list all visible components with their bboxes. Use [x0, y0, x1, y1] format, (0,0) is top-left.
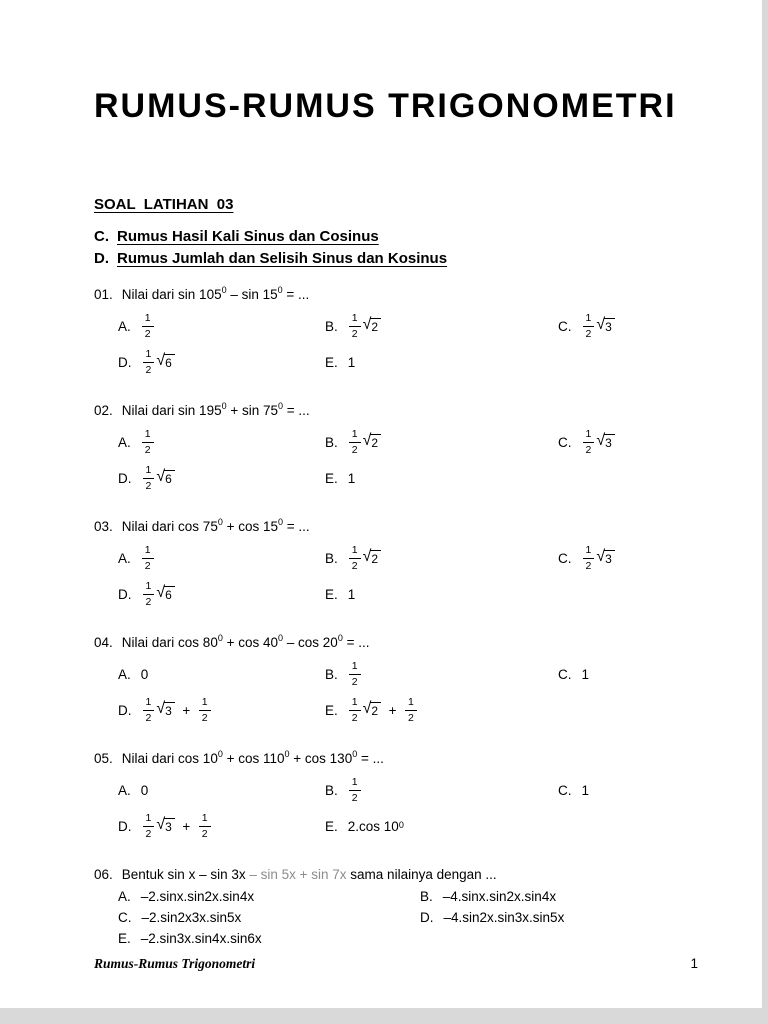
text-segment: – sin 5x + sin 7x [249, 867, 347, 882]
option-b [325, 661, 558, 687]
text-segment: 1 [347, 354, 356, 370]
fraction-denominator: 2 [144, 327, 151, 340]
square-root [156, 469, 174, 486]
option-a [118, 667, 325, 682]
option-c [558, 667, 698, 682]
option-b [325, 429, 558, 455]
fraction-numerator: 1 [143, 581, 155, 595]
option-label: D. [118, 702, 132, 718]
radical-sign: √ [156, 468, 166, 486]
text-segment: –2.sin2x3x.sin5x [141, 910, 242, 925]
fraction [142, 429, 154, 455]
fraction [199, 697, 211, 723]
text-segment: = ... [282, 287, 310, 302]
option-row [118, 808, 698, 844]
text-segment: + cos 40 [222, 635, 279, 650]
question-number: 05. [94, 751, 113, 766]
option-value: 2.cos 10 $^0$ [347, 818, 404, 834]
option-row [118, 308, 698, 344]
page-number: 1 [690, 956, 698, 971]
fraction-numerator: 1 [349, 429, 361, 443]
fraction-numerator: 1 [199, 813, 211, 827]
superscript: 0 [217, 748, 223, 759]
square-root [363, 317, 381, 334]
fraction-denominator: 2 [351, 559, 358, 572]
option-b [325, 545, 558, 571]
fraction-numerator: 1 [405, 697, 417, 711]
fraction [349, 313, 361, 339]
fraction [143, 349, 155, 375]
question-05 [94, 750, 698, 844]
text-segment: = ... [283, 403, 310, 418]
fraction [583, 545, 595, 571]
radicand: 3 [604, 318, 615, 334]
square-root [363, 549, 381, 566]
fraction-denominator: 2 [201, 711, 208, 724]
question-stem [94, 402, 698, 420]
option-label: E. [118, 931, 131, 946]
option-label: B. [325, 666, 338, 682]
option-label: B. [420, 889, 433, 904]
question-number: 02. [94, 403, 113, 418]
option-label: E. [325, 702, 338, 718]
option-value [142, 465, 175, 491]
fraction [349, 661, 361, 687]
fraction-numerator: 1 [583, 313, 595, 327]
question-stem [94, 750, 698, 768]
radicand: 3 [604, 434, 615, 450]
question-06 [94, 866, 698, 949]
fraction-denominator: 2 [351, 327, 358, 340]
fraction-numerator: 1 [143, 465, 155, 479]
text-segment: Nilai dari sin 195 [121, 403, 222, 418]
fraction-numerator: 1 [349, 545, 361, 559]
fraction [583, 313, 595, 339]
radicand: 2 [370, 434, 381, 450]
option-d [118, 813, 325, 839]
superscript: 0 [217, 632, 223, 643]
option-row [118, 540, 698, 576]
fraction-denominator: 2 [351, 443, 358, 456]
text-segment: + cos 130 [289, 751, 353, 766]
option-label: E. [325, 818, 338, 834]
option-label: B. [325, 434, 338, 450]
option-row [118, 344, 698, 380]
option-label: D. [118, 354, 132, 370]
question-stem [94, 286, 698, 304]
option-value [141, 889, 254, 904]
fraction-numerator: 1 [583, 429, 595, 443]
radicand: 3 [164, 818, 175, 834]
option-value [582, 783, 590, 798]
option-value [348, 697, 418, 723]
subheading-c [94, 226, 698, 248]
superscript: 0 [278, 632, 284, 643]
text-segment: –4.sinx.sin2x.sin4x [442, 889, 557, 904]
option-label: C. [558, 666, 572, 682]
text-segment: –4.sin2x.sin3x.sin5x [443, 910, 565, 925]
option-e [325, 471, 558, 486]
radicand: 3 [604, 550, 615, 566]
fraction-numerator: 1 [142, 545, 154, 559]
option-row [118, 460, 698, 496]
text-segment: Nilai dari cos 75 [121, 519, 218, 534]
option-row [118, 928, 698, 949]
option-value [348, 777, 362, 803]
text-segment: + cos 110 [222, 751, 285, 766]
question-stem [94, 866, 698, 884]
option-value [142, 910, 242, 925]
option-c [118, 910, 420, 925]
text-segment: sama nilainya dengan ... [346, 867, 497, 882]
option-row [118, 907, 698, 928]
fraction [349, 429, 361, 455]
fraction-denominator: 2 [144, 559, 151, 572]
option-label: C. [558, 550, 572, 566]
subheading-d-label: D. [94, 250, 109, 267]
option-label: A. [118, 889, 131, 904]
fraction [199, 813, 211, 839]
fraction-numerator: 1 [142, 313, 154, 327]
superscript: 0 [221, 284, 227, 295]
text-segment: 0 [140, 666, 149, 682]
option-value [444, 910, 565, 925]
option-value [141, 313, 155, 339]
option-a [118, 545, 325, 571]
option-row [118, 692, 698, 728]
option-a [118, 429, 325, 455]
square-root [596, 549, 614, 566]
question-number: 06. [94, 867, 113, 882]
option-label: A. [118, 666, 131, 682]
option-value [141, 545, 155, 571]
square-root [156, 585, 174, 602]
option-value [141, 931, 262, 946]
question-number: 01. [94, 287, 113, 302]
radicand: 6 [164, 354, 175, 370]
square-root [156, 817, 174, 834]
question-03 [94, 518, 698, 612]
fraction [143, 465, 155, 491]
text-segment: + [174, 818, 198, 834]
fraction-denominator: 2 [144, 443, 151, 456]
option-row [118, 576, 698, 612]
text-segment: Nilai dari sin 105 [121, 287, 222, 302]
fraction [143, 581, 155, 607]
fraction [142, 313, 154, 339]
option-label: B. [325, 782, 338, 798]
square-root [596, 317, 614, 334]
option-d [118, 349, 325, 375]
text-segment: – sin 15 [226, 287, 278, 302]
radicand: 2 [370, 318, 381, 334]
option-value [348, 429, 381, 455]
fraction [583, 429, 595, 455]
subheading-d [94, 248, 698, 270]
option-b [325, 313, 558, 339]
option-value [142, 349, 175, 375]
square-root [596, 433, 614, 450]
option-e [325, 355, 558, 370]
radicand: 2 [370, 550, 381, 566]
square-root [363, 701, 381, 718]
option-value [348, 661, 362, 687]
question-04 [94, 634, 698, 728]
radical-sign: √ [362, 432, 372, 450]
fraction-numerator: 1 [143, 349, 155, 363]
text-segment: 1 [581, 782, 590, 798]
option-value [582, 667, 590, 682]
text-segment: 1 [347, 470, 356, 486]
fraction [349, 697, 361, 723]
fraction-denominator: 2 [201, 827, 208, 840]
text-segment: + [381, 702, 404, 718]
fraction [143, 813, 155, 839]
option-label: B. [325, 318, 338, 334]
square-root [363, 433, 381, 450]
option-b [420, 889, 698, 904]
page-footer [94, 956, 698, 972]
fraction [349, 545, 361, 571]
radical-sign: √ [156, 816, 166, 834]
option-value [348, 471, 356, 486]
question-stem [94, 518, 698, 536]
option-label: A. [118, 434, 131, 450]
section-heading: SOAL LATIHAN 03 [94, 196, 234, 213]
radical-sign: √ [596, 548, 606, 566]
footer-document-title: Rumus-Rumus Trigonometri [94, 956, 256, 971]
superscript: 0 [278, 400, 284, 411]
superscript: 0 [217, 516, 223, 527]
option-value [141, 667, 149, 682]
text-segment: Nilai dari cos 10 [121, 751, 218, 766]
radical-sign: √ [596, 432, 606, 450]
fraction [349, 777, 361, 803]
radical-sign: √ [596, 316, 606, 334]
option-label: E. [325, 354, 338, 370]
text-segment: + [174, 702, 198, 718]
fraction-numerator: 1 [143, 697, 155, 711]
radical-sign: √ [362, 548, 372, 566]
option-row [118, 656, 698, 692]
text-segment: –2.sin3x.sin4x.sin6x [140, 931, 262, 946]
text-segment: 2.cos 10 [347, 818, 399, 834]
option-label: D. [420, 910, 434, 925]
option-label: D. [118, 818, 132, 834]
question-number: 04. [94, 635, 113, 650]
option-e [325, 819, 558, 834]
option-b [325, 777, 558, 803]
text-segment: 0 [140, 782, 149, 798]
option-label: E. [325, 470, 338, 486]
square-root [156, 701, 174, 718]
fraction-denominator: 2 [407, 711, 414, 724]
fraction-denominator: 2 [145, 595, 152, 608]
fraction-numerator: 1 [349, 777, 361, 791]
radicand: 2 [370, 702, 381, 718]
option-value [443, 889, 556, 904]
option-a [118, 889, 420, 904]
fraction-denominator: 2 [351, 791, 358, 804]
fraction-numerator: 1 [142, 429, 154, 443]
option-value [348, 545, 381, 571]
fraction-denominator: 2 [145, 711, 152, 724]
option-c [558, 429, 698, 455]
fraction-numerator: 1 [583, 545, 595, 559]
option-label: C. [558, 318, 572, 334]
subheading-c-label: C. [94, 228, 109, 245]
option-label: D. [118, 586, 132, 602]
page-title: RUMUS-RUMUS TRIGONOMETRI [94, 87, 677, 125]
subheading-c-text: Rumus Hasil Kali Sinus dan Cosinus [117, 228, 379, 245]
option-label: B. [325, 550, 338, 566]
option-label: C. [118, 910, 132, 925]
option-c [558, 545, 698, 571]
fraction-denominator: 2 [351, 675, 358, 688]
option-value [582, 545, 615, 571]
radical-sign: √ [156, 700, 166, 718]
option-label: C. [558, 434, 572, 450]
text-segment: = ... [283, 519, 310, 534]
question-stem [94, 634, 698, 652]
option-c [558, 783, 698, 798]
option-row [118, 424, 698, 460]
option-a [118, 783, 325, 798]
fraction-denominator: 2 [585, 327, 592, 340]
text-segment: –2.sinx.sin2x.sin4x [140, 889, 255, 904]
questions [94, 286, 698, 949]
radicand: 3 [164, 702, 175, 718]
superscript: 0 [278, 516, 284, 527]
option-value [348, 355, 356, 370]
option-d [118, 465, 325, 491]
fraction-denominator: 2 [585, 559, 592, 572]
fraction-numerator: 1 [349, 313, 361, 327]
option-value [142, 581, 175, 607]
text-segment: Nilai dari cos 80 [121, 635, 218, 650]
question-02 [94, 402, 698, 496]
option-d [118, 697, 325, 723]
superscript: 0 [284, 748, 290, 759]
option-label: A. [118, 318, 131, 334]
text-segment: = ... [357, 751, 384, 766]
text-segment: 1 [581, 666, 590, 682]
option-label: E. [325, 586, 338, 602]
option-value [142, 697, 212, 723]
option-a [118, 313, 325, 339]
question-01 [94, 286, 698, 380]
option-e [118, 931, 420, 946]
option-value [582, 429, 615, 455]
superscript: 0 [277, 284, 283, 295]
text-segment: – cos 20 [283, 635, 338, 650]
fraction-numerator: 1 [349, 661, 361, 675]
fraction-denominator: 2 [351, 711, 358, 724]
radical-sign: √ [156, 352, 166, 370]
text-segment: Bentuk sin x – sin 3x [121, 867, 250, 882]
option-label: A. [118, 550, 131, 566]
text-segment: + sin 75 [226, 403, 279, 418]
option-row [118, 772, 698, 808]
text-segment: + cos 15 [222, 519, 279, 534]
option-value [141, 429, 155, 455]
option-value [141, 783, 149, 798]
fraction [405, 697, 417, 723]
superscript: 0 [352, 748, 358, 759]
text-segment: 1 [347, 586, 356, 602]
fraction [143, 697, 155, 723]
subheading-d-text: Rumus Jumlah dan Selisih Sinus dan Kosinus [117, 250, 448, 267]
option-d [118, 581, 325, 607]
option-e [325, 697, 558, 723]
option-value [348, 313, 381, 339]
option-label: A. [118, 782, 131, 798]
fraction-denominator: 2 [145, 479, 152, 492]
fraction [142, 545, 154, 571]
radicand: 6 [164, 586, 175, 602]
option-row [118, 886, 698, 907]
radicand: 6 [164, 470, 175, 486]
option-value [348, 587, 356, 602]
radical-sign: √ [362, 316, 372, 334]
question-number: 03. [94, 519, 113, 534]
square-root [156, 353, 174, 370]
fraction-denominator: 2 [145, 827, 152, 840]
text-segment: = ... [342, 635, 370, 650]
option-d [420, 910, 698, 925]
option-value [582, 313, 615, 339]
superscript: 0 [221, 400, 227, 411]
fraction-numerator: 1 [349, 697, 361, 711]
radical-sign: √ [362, 700, 372, 718]
radical-sign: √ [156, 584, 166, 602]
option-label: D. [118, 470, 132, 486]
option-label: C. [558, 782, 572, 798]
superscript: 0 [337, 632, 343, 643]
fraction-numerator: 1 [143, 813, 155, 827]
fraction-denominator: 2 [145, 363, 152, 376]
option-value [142, 813, 212, 839]
option-e [325, 587, 558, 602]
fraction-denominator: 2 [585, 443, 592, 456]
option-c [558, 313, 698, 339]
fraction-numerator: 1 [199, 697, 211, 711]
